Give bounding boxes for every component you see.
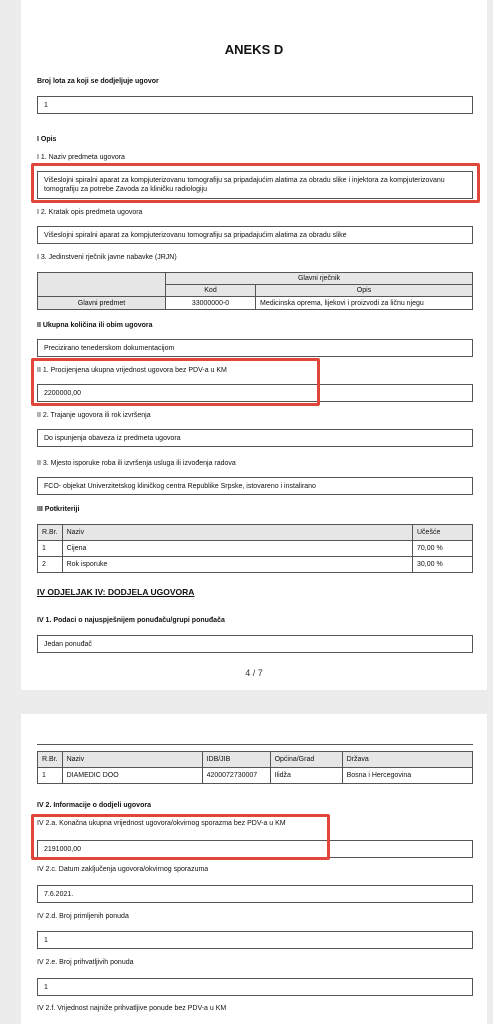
mjesto-label: II 3. Mjesto isporuke roba ili izvršenja usluga ili izvođenja radova (37, 460, 236, 467)
potkriteriji-col-ucesce: Učešće (413, 525, 473, 541)
table-cell: Ilidža (270, 768, 342, 784)
jrjn-header: Glavni rječnik (166, 273, 473, 285)
datum-value: 7.6.2021. (37, 885, 473, 903)
table-cell: 2 (38, 557, 63, 573)
potkriteriji-col-rbr: R.Br. (38, 525, 63, 541)
naziv-value: Višeslojni spiralni aparat za kompjuterizovanu tomografiju sa pripadajućim alatima za obradu slike i injektora za kompjuterizovanu tomografiju za potrebe Zavoda za kliničku radiologiju (37, 171, 473, 199)
highlight-box-naziv (31, 163, 480, 203)
table-cell: DIAMEDIC DOO (62, 768, 202, 784)
jrjn-row-kod: 33000000-0 (166, 297, 256, 310)
table-cell: Rok isporuke (62, 557, 412, 573)
table-row (38, 557, 473, 573)
table-row (38, 541, 473, 557)
potkriteriji-heading: III Potkriteriji (37, 506, 80, 513)
table-cell: Cijena (62, 541, 412, 557)
potkriteriji-col-naziv: Naziv (62, 525, 412, 541)
procijenjena-label: II 1. Procijenjena ukupna vrijednost ugovora bez PDV-a u KM (37, 367, 227, 374)
potkriteriji-table (37, 524, 473, 573)
informacije-heading: IV 2. Informacije o dodjeli ugovora (37, 802, 151, 809)
table-cell: 70,00 % (413, 541, 473, 557)
podaci-value: Jedan ponuđač (37, 635, 473, 653)
konacna-value: 2191000,00 (37, 840, 473, 858)
konacna-label: IV 2.a. Konačna ukupna vrijednost ugovora/okvirnog sporazma bez PDV-a u KM (37, 820, 286, 827)
ponudjac-table (37, 751, 473, 784)
procijenjena-value: 2200000,00 (37, 384, 473, 402)
najniza-label: IV 2.f. Vrijednost najniže prihvatljive ponude bez PDV-a u KM (37, 1005, 227, 1012)
jrjn-table (37, 272, 473, 310)
opis-heading: I Opis (37, 136, 57, 143)
podaci-label: IV 1. Podaci o najuspješnijem ponuđaču/grupi ponuđača (37, 617, 225, 624)
odjeljak-heading: IV ODJELJAK IV: DODJELA UGOVORA (37, 587, 195, 597)
datum-label: IV 2.c. Datum zaključenja ugovora/okvirnog sporazuma (37, 866, 209, 873)
jrjn-label: I 3. Jedinstveni rječnik javne nabavke (JRJN) (37, 254, 177, 261)
trajanje-label: II 2. Trajanje ugovora ili rok izvršenja (37, 412, 151, 419)
kratak-label: I 2. Kratak opis predmeta ugovora (37, 209, 143, 216)
broj-lota-value: 1 (37, 96, 473, 114)
prihvatljivih-value: 1 (37, 978, 473, 996)
table-cell: Bosna i Hercegovina (342, 768, 472, 784)
table-cell: 1 (38, 768, 63, 784)
mjesto-value: FCO- objekat Univerzitetskog kliničkog centra Republike Srpske, istovareno i instalirano (37, 477, 473, 495)
page-title: ANEKS D (224, 42, 284, 57)
kratak-value: Višeslojni spiralni aparat za kompjuterizovanu tomografiju sa pripadajućim alatima za obradu slike (37, 226, 473, 244)
ponudjac-col-rbr: R.Br. (38, 752, 63, 768)
primljenih-label: IV 2.d. Broj primljenih ponuda (37, 913, 129, 920)
ponudjac-col-opcina: Općina/Grad (270, 752, 342, 768)
jrjn-col-kod: Kod (166, 285, 256, 297)
jrjn-row-opis: Medicinska oprema, lijekovi i proizvodi za ličnu njegu (256, 297, 473, 310)
ponudjac-col-drzava: Država (342, 752, 472, 768)
document-page-4 (21, 0, 487, 690)
trajanje-value: Do ispunjenja obaveza iz predmeta ugovora (37, 429, 473, 447)
kolicina-heading: II Ukupna količina ili obim ugovora (37, 322, 153, 329)
highlight-box-procijenjena (31, 358, 320, 406)
jrjn-row-label: Glavni predmet (38, 297, 166, 310)
ponudjac-col-jib: IDB/JIB (202, 752, 270, 768)
naziv-label: I 1. Naziv predmeta ugovora (37, 154, 125, 161)
primljenih-value: 1 (37, 931, 473, 949)
divider (37, 744, 473, 745)
ponudjac-col-naziv: Naziv (62, 752, 202, 768)
jrjn-col-opis: Opis (256, 285, 473, 297)
page-number: 4 / 7 (245, 668, 263, 678)
table-row (38, 768, 473, 784)
kolicina-value: Precizirano tenederskom dokumentacijom (37, 339, 473, 357)
highlight-box-konacna (31, 814, 330, 860)
broj-lota-label: Broj lota za koji se dodjeljuje ugovor (37, 78, 159, 85)
prihvatljivih-label: IV 2.e. Broj prihvatljivih ponuda (37, 959, 134, 966)
table-cell: 1 (38, 541, 63, 557)
document-page-5 (21, 714, 487, 1024)
table-cell: 30,00 % (413, 557, 473, 573)
table-cell: 4200072730007 (202, 768, 270, 784)
